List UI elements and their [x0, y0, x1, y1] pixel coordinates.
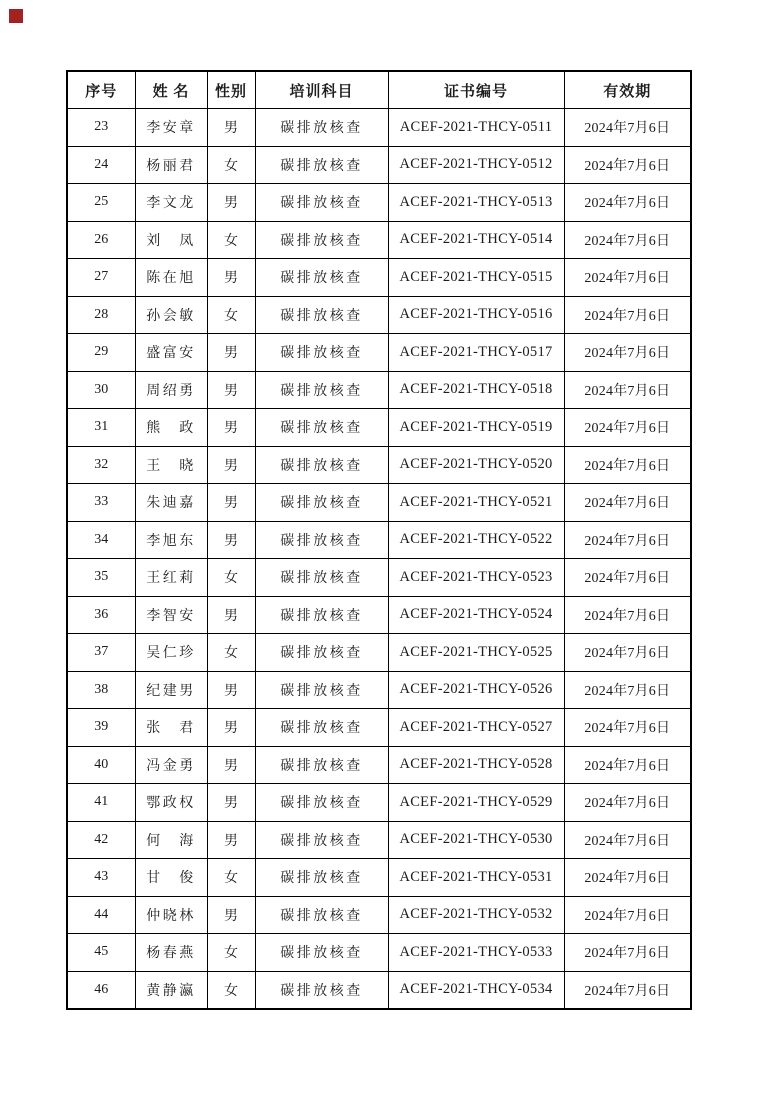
- cell-no: 38: [67, 671, 135, 709]
- cell-gender: 女: [207, 296, 255, 334]
- cell-name: 陈在旭: [135, 259, 207, 297]
- cell-validity: 2024年7月6日: [564, 709, 691, 747]
- cell-validity: 2024年7月6日: [564, 521, 691, 559]
- table-row: [67, 334, 691, 372]
- cell-name: 何 海: [135, 821, 207, 859]
- cell-gender: 男: [207, 184, 255, 222]
- cell-subject: 碳排放核查: [255, 671, 388, 709]
- cell-validity: 2024年7月6日: [564, 334, 691, 372]
- cell-no: 36: [67, 596, 135, 634]
- cell-name: 王 晓: [135, 446, 207, 484]
- cell-cert: ACEF-2021-THCY-0519: [388, 409, 564, 447]
- table-row: [67, 934, 691, 972]
- cell-subject: 碳排放核查: [255, 109, 388, 147]
- cell-no: 44: [67, 896, 135, 934]
- cell-no: 40: [67, 746, 135, 784]
- cell-gender: 男: [207, 484, 255, 522]
- cell-name: 朱迪嘉: [135, 484, 207, 522]
- cell-validity: 2024年7月6日: [564, 746, 691, 784]
- header-no: 序号: [67, 71, 135, 109]
- cell-validity: 2024年7月6日: [564, 821, 691, 859]
- cell-name: 鄂政权: [135, 784, 207, 822]
- table-row: [67, 184, 691, 222]
- page-corner-marker: [9, 9, 23, 23]
- table-row: [67, 709, 691, 747]
- cell-gender: 男: [207, 109, 255, 147]
- cell-cert: ACEF-2021-THCY-0532: [388, 896, 564, 934]
- cell-no: 26: [67, 221, 135, 259]
- cell-name: 甘 俊: [135, 859, 207, 897]
- cell-validity: 2024年7月6日: [564, 371, 691, 409]
- cell-validity: 2024年7月6日: [564, 146, 691, 184]
- table-row: [67, 371, 691, 409]
- cell-name: 李旭东: [135, 521, 207, 559]
- cell-cert: ACEF-2021-THCY-0523: [388, 559, 564, 597]
- cell-validity: 2024年7月6日: [564, 896, 691, 934]
- cell-validity: 2024年7月6日: [564, 634, 691, 672]
- table-row: [67, 259, 691, 297]
- cell-no: 23: [67, 109, 135, 147]
- cell-gender: 女: [207, 859, 255, 897]
- cell-gender: 女: [207, 221, 255, 259]
- cell-subject: 碳排放核查: [255, 259, 388, 297]
- cell-subject: 碳排放核查: [255, 146, 388, 184]
- cell-cert: ACEF-2021-THCY-0520: [388, 446, 564, 484]
- cell-validity: 2024年7月6日: [564, 934, 691, 972]
- cell-cert: ACEF-2021-THCY-0517: [388, 334, 564, 372]
- cell-cert: ACEF-2021-THCY-0513: [388, 184, 564, 222]
- cell-name: 杨春燕: [135, 934, 207, 972]
- cell-subject: 碳排放核查: [255, 371, 388, 409]
- cell-name: 纪建男: [135, 671, 207, 709]
- cell-cert: ACEF-2021-THCY-0526: [388, 671, 564, 709]
- cell-subject: 碳排放核查: [255, 971, 388, 1009]
- cell-gender: 男: [207, 371, 255, 409]
- table-row: [67, 821, 691, 859]
- cell-cert: ACEF-2021-THCY-0515: [388, 259, 564, 297]
- cell-subject: 碳排放核查: [255, 784, 388, 822]
- cell-gender: 男: [207, 334, 255, 372]
- cell-cert: ACEF-2021-THCY-0521: [388, 484, 564, 522]
- cell-name: 黄静瀛: [135, 971, 207, 1009]
- cell-subject: 碳排放核查: [255, 596, 388, 634]
- header-name: 姓 名: [135, 71, 207, 109]
- cell-validity: 2024年7月6日: [564, 484, 691, 522]
- header-cert: 证书编号: [388, 71, 564, 109]
- cell-cert: ACEF-2021-THCY-0531: [388, 859, 564, 897]
- cell-name: 李智安: [135, 596, 207, 634]
- cell-no: 30: [67, 371, 135, 409]
- certificate-table: [66, 70, 692, 1010]
- cell-subject: 碳排放核查: [255, 746, 388, 784]
- cell-subject: 碳排放核查: [255, 221, 388, 259]
- cell-validity: 2024年7月6日: [564, 409, 691, 447]
- cell-no: 34: [67, 521, 135, 559]
- cell-validity: 2024年7月6日: [564, 109, 691, 147]
- cell-cert: ACEF-2021-THCY-0528: [388, 746, 564, 784]
- cell-gender: 男: [207, 521, 255, 559]
- cell-name: 盛富安: [135, 334, 207, 372]
- cell-name: 冯金勇: [135, 746, 207, 784]
- cell-gender: 女: [207, 971, 255, 1009]
- cell-no: 28: [67, 296, 135, 334]
- cell-cert: ACEF-2021-THCY-0530: [388, 821, 564, 859]
- cell-no: 33: [67, 484, 135, 522]
- cell-no: 42: [67, 821, 135, 859]
- cell-no: 31: [67, 409, 135, 447]
- cell-validity: 2024年7月6日: [564, 221, 691, 259]
- cell-subject: 碳排放核查: [255, 484, 388, 522]
- cell-subject: 碳排放核查: [255, 334, 388, 372]
- cell-gender: 男: [207, 259, 255, 297]
- cell-name: 熊 政: [135, 409, 207, 447]
- table-row: [67, 746, 691, 784]
- cell-no: 29: [67, 334, 135, 372]
- table-row: [67, 409, 691, 447]
- cell-name: 李安章: [135, 109, 207, 147]
- cell-cert: ACEF-2021-THCY-0527: [388, 709, 564, 747]
- cell-subject: 碳排放核查: [255, 446, 388, 484]
- cell-gender: 男: [207, 821, 255, 859]
- table-row: [67, 896, 691, 934]
- cell-no: 27: [67, 259, 135, 297]
- cell-validity: 2024年7月6日: [564, 596, 691, 634]
- cell-gender: 男: [207, 409, 255, 447]
- header-gender: 性别: [207, 71, 255, 109]
- cell-validity: 2024年7月6日: [564, 559, 691, 597]
- cell-name: 周绍勇: [135, 371, 207, 409]
- cell-gender: 女: [207, 146, 255, 184]
- cell-gender: 男: [207, 784, 255, 822]
- cell-name: 孙会敏: [135, 296, 207, 334]
- cell-gender: 男: [207, 596, 255, 634]
- cell-subject: 碳排放核查: [255, 859, 388, 897]
- cell-validity: 2024年7月6日: [564, 259, 691, 297]
- cell-validity: 2024年7月6日: [564, 784, 691, 822]
- cell-cert: ACEF-2021-THCY-0516: [388, 296, 564, 334]
- cell-validity: 2024年7月6日: [564, 184, 691, 222]
- cell-no: 25: [67, 184, 135, 222]
- cell-gender: 男: [207, 671, 255, 709]
- cell-cert: ACEF-2021-THCY-0511: [388, 109, 564, 147]
- header-row: [67, 71, 691, 109]
- cell-no: 45: [67, 934, 135, 972]
- table-body: [67, 109, 691, 1010]
- cell-name: 刘 凤: [135, 221, 207, 259]
- cell-no: 46: [67, 971, 135, 1009]
- cell-no: 24: [67, 146, 135, 184]
- cell-cert: ACEF-2021-THCY-0514: [388, 221, 564, 259]
- cell-cert: ACEF-2021-THCY-0534: [388, 971, 564, 1009]
- cell-gender: 男: [207, 446, 255, 484]
- cell-name: 吴仁珍: [135, 634, 207, 672]
- cell-cert: ACEF-2021-THCY-0529: [388, 784, 564, 822]
- cell-subject: 碳排放核查: [255, 559, 388, 597]
- table-row: [67, 971, 691, 1009]
- cell-name: 张 君: [135, 709, 207, 747]
- cell-cert: ACEF-2021-THCY-0524: [388, 596, 564, 634]
- table-row: [67, 446, 691, 484]
- table-row: [67, 296, 691, 334]
- cell-subject: 碳排放核查: [255, 521, 388, 559]
- cell-gender: 女: [207, 934, 255, 972]
- cell-subject: 碳排放核查: [255, 184, 388, 222]
- table-header: [67, 71, 691, 109]
- cell-subject: 碳排放核查: [255, 634, 388, 672]
- cell-cert: ACEF-2021-THCY-0525: [388, 634, 564, 672]
- cell-cert: ACEF-2021-THCY-0522: [388, 521, 564, 559]
- cell-subject: 碳排放核查: [255, 896, 388, 934]
- table-row: [67, 859, 691, 897]
- cell-name: 杨丽君: [135, 146, 207, 184]
- table-row: [67, 596, 691, 634]
- cell-subject: 碳排放核查: [255, 709, 388, 747]
- header-subject: 培训科目: [255, 71, 388, 109]
- table-row: [67, 559, 691, 597]
- cell-cert: ACEF-2021-THCY-0518: [388, 371, 564, 409]
- table-row: [67, 146, 691, 184]
- cell-no: 32: [67, 446, 135, 484]
- table-row: [67, 784, 691, 822]
- cell-validity: 2024年7月6日: [564, 296, 691, 334]
- cell-no: 37: [67, 634, 135, 672]
- table-row: [67, 521, 691, 559]
- cell-validity: 2024年7月6日: [564, 446, 691, 484]
- table-row: [67, 109, 691, 147]
- table-row: [67, 484, 691, 522]
- cell-no: 41: [67, 784, 135, 822]
- table-row: [67, 634, 691, 672]
- table-row: [67, 221, 691, 259]
- header-validity: 有效期: [564, 71, 691, 109]
- cell-gender: 男: [207, 896, 255, 934]
- cell-gender: 女: [207, 559, 255, 597]
- cell-subject: 碳排放核查: [255, 821, 388, 859]
- cell-gender: 男: [207, 709, 255, 747]
- cell-name: 仲晓林: [135, 896, 207, 934]
- cell-cert: ACEF-2021-THCY-0512: [388, 146, 564, 184]
- cell-name: 王红莉: [135, 559, 207, 597]
- cell-validity: 2024年7月6日: [564, 671, 691, 709]
- cell-no: 35: [67, 559, 135, 597]
- cell-subject: 碳排放核查: [255, 409, 388, 447]
- cell-validity: 2024年7月6日: [564, 971, 691, 1009]
- cell-gender: 女: [207, 634, 255, 672]
- cell-no: 39: [67, 709, 135, 747]
- table-row: [67, 671, 691, 709]
- cell-subject: 碳排放核查: [255, 296, 388, 334]
- cell-no: 43: [67, 859, 135, 897]
- cell-subject: 碳排放核查: [255, 934, 388, 972]
- cell-gender: 男: [207, 746, 255, 784]
- cell-name: 李文龙: [135, 184, 207, 222]
- cell-cert: ACEF-2021-THCY-0533: [388, 934, 564, 972]
- cell-validity: 2024年7月6日: [564, 859, 691, 897]
